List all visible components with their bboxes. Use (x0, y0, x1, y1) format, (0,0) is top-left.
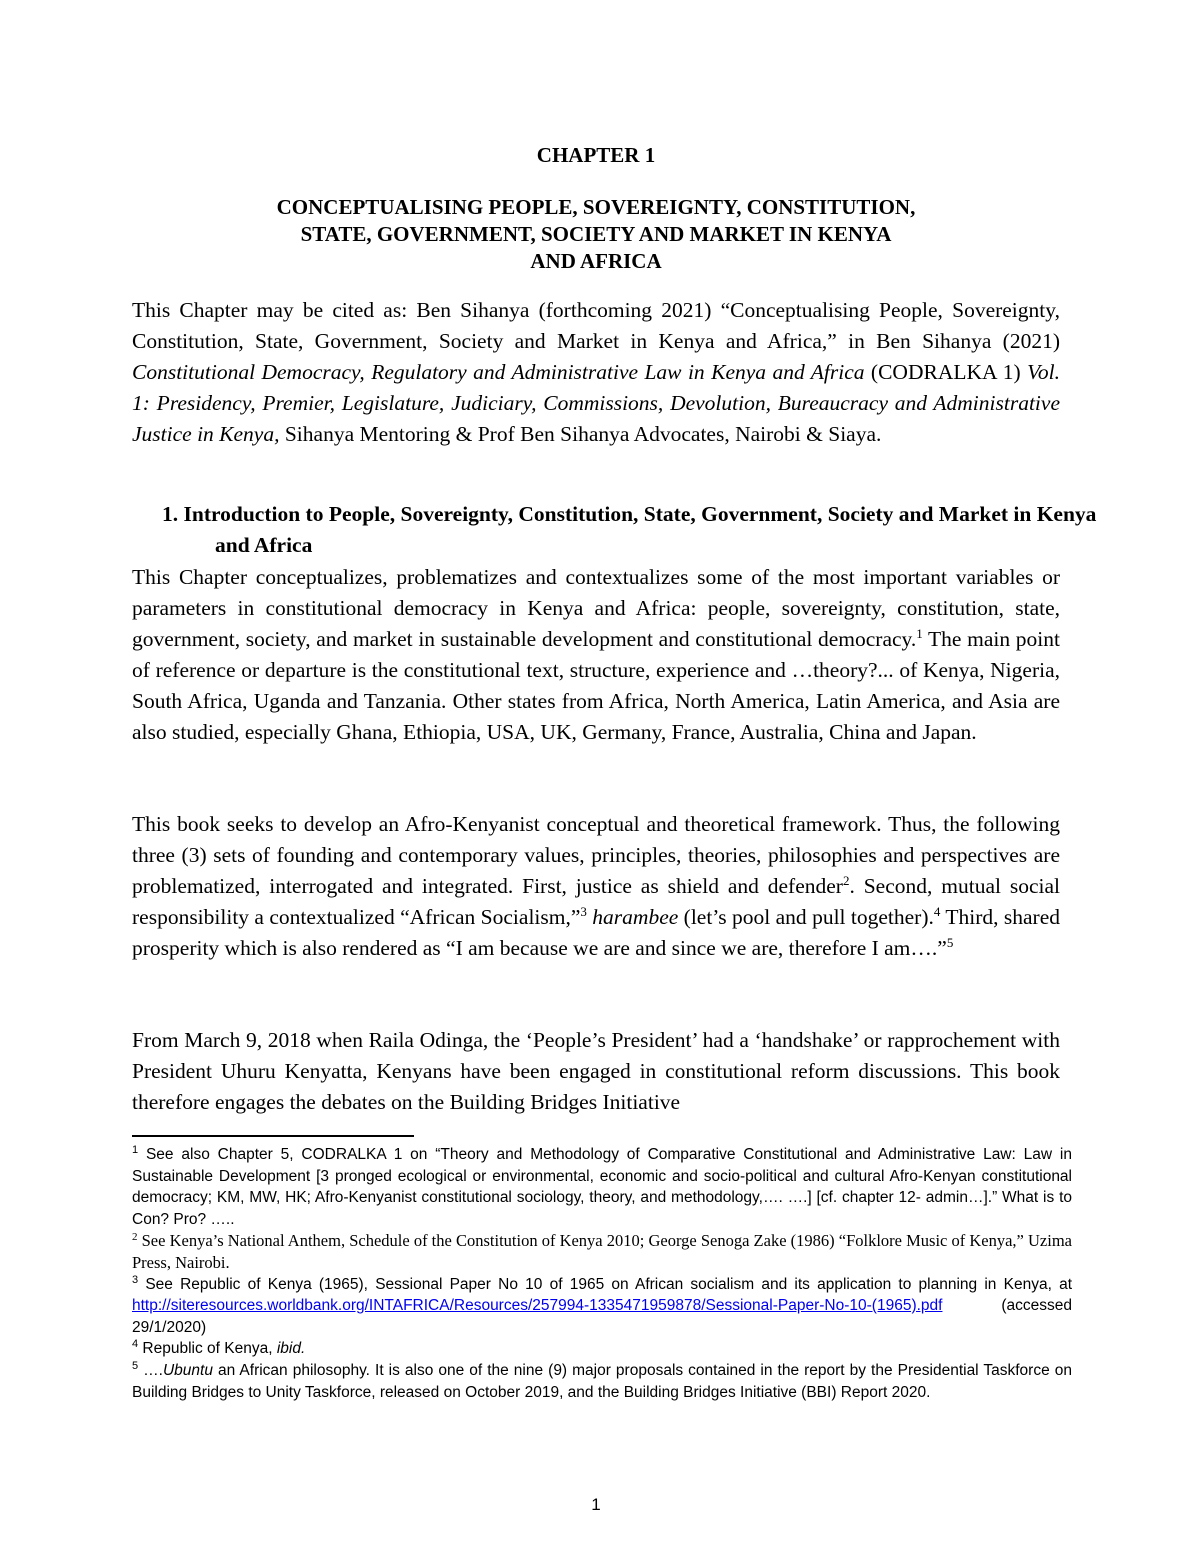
footnote-text: an African philosophy. It is also one of the nine (9) major proposals contained in the report by the Presidential Taskforce on Building Bridges to Unity Taskforce, released on October 2019, and the Building Bridges Initiative (BBI) Report 2020. (132, 1361, 1072, 1401)
footnote-text: …. (138, 1361, 163, 1379)
paragraph-text: This book seeks to develop an Afro-Kenyanist conceptual and theoretical framework. Thus, the following three (3) sets of founding and contemporary values, principles, theories, philosophies and perspectives are problematized, interrogated and integrated. First, justice as shield and defender (132, 812, 1060, 898)
page-number: 1 (591, 1495, 601, 1514)
footnote-4 (132, 1338, 1072, 1360)
bbi-paragraph: From March 9, 2018 when Raila Odinga, the ‘People’s President’ had a ‘handshake’ or rapprochement with President Uhuru Kenyatta, Kenyans have been engaged in constitutional reform discussions. This book therefore engages the debates on the Building Bridges Initiative (132, 1028, 1060, 1114)
footnote-3 (132, 1274, 1072, 1339)
chapter-title-line: AND AFRICA (530, 249, 662, 273)
paragraph-text: This Chapter conceptualizes, problematizes and contextualizes some of the most important variables or parameters in constitutional democracy in Kenya and Africa: people, sovereignty, constitution, state, government, society, and market in sustainable development and constitutional democracy. (132, 565, 1060, 651)
footnote-number: 1 (132, 1144, 139, 1156)
citation-tail: Sihanya Mentoring & Prof Ben Sihanya Advocates, Nairobi & Siaya. (279, 422, 882, 446)
footnote-italic: Ubuntu (162, 1361, 213, 1379)
sessional-paper-link[interactable]: http://siteresources.worldbank.org/INTAFRICA/Resources/257994-1335471959878/Sessional-Paper-No-10-(1965).pdf (132, 1297, 943, 1315)
citation-lead: This Chapter may be cited as: Ben Sihanya (forthcoming 2021) “Conceptualising People, Sovereignty, Constitution, State, Government, Society and Market in Kenya and Africa,” in Ben Sihanya (2021) (132, 298, 1060, 353)
framework-paragraph (132, 809, 1060, 964)
footnote-5 (132, 1360, 1072, 1403)
paragraph-text: Third, shared prosperity which is also rendered as “I am because we are and since we are, therefore I am….” (132, 905, 1061, 960)
footnote-italic: ibid. (276, 1340, 306, 1358)
footnote-text: See Republic of Kenya (1965), Sessional Paper No 10 of 1965 on African socialism and its application to planning in Kenya, at (138, 1275, 1072, 1293)
footnote-number: 4 (132, 1338, 139, 1351)
citation-paragraph (132, 295, 1060, 450)
footnote-1 (132, 1144, 1072, 1230)
intro-paragraph (132, 562, 1060, 748)
footnote-number: 5 (132, 1359, 139, 1372)
footnote-separator (132, 1135, 414, 1137)
citation-volume-title: Vol. 1: Presidency, Premier, Legislature, Judiciary, Commissions, Devolution, Bureaucracy and Administrative Justice in Kenya, (132, 360, 1060, 446)
footnote-ref[interactable]: 2 (842, 873, 850, 888)
footnote-number: 2 (132, 1231, 138, 1244)
citation-mid: (CODRALKA 1) (864, 360, 1028, 384)
chapter-title-line: CONCEPTUALISING PEOPLE, SOVEREIGNTY, CONSTITUTION, (276, 195, 916, 219)
footnote-number: 3 (132, 1273, 139, 1286)
chapter-title (132, 194, 1060, 275)
footnotes-section (132, 1144, 1072, 1403)
footnote-ref[interactable]: 4 (933, 904, 941, 919)
footnote-ref[interactable]: 5 (946, 935, 954, 950)
footnote-text: Republic of Kenya, (138, 1340, 277, 1358)
footnote-2 (132, 1230, 1072, 1273)
paragraph-text: (let’s pool and pull together). (678, 905, 934, 929)
citation-book-title: Constitutional Democracy, Regulatory and Administrative Law in Kenya and Africa (132, 360, 865, 384)
footnote-ref[interactable]: 3 (580, 904, 587, 919)
chapter-label: CHAPTER 1 (536, 143, 656, 167)
footnote-text: See also Chapter 5, CODRALKA 1 on “Theory and Methodology of Comparative Constitutional and Administrative Law: Law in Sustainable Development [3 pronged ecological or environmental, economic and socio-political and cultural Afro-Kenyan constitutional democracy; KM, MW, HK; Afro-Kenyanist constitutional sociology, theory, and methodology,…. ….] [cf. chapter 12- admin…].” What is to Con? Pro? ….. (132, 1146, 1072, 1228)
chapter-title-line: STATE, GOVERNMENT, SOCIETY AND MARKET IN KENYA (300, 222, 892, 246)
footnote-ref[interactable]: 1 (916, 626, 923, 641)
footnote-text: See Kenya’s National Anthem, Schedule of the Constitution of Kenya 2010; George Senoga Zake (1986) “Folklore Music of Kenya,” Uzima Press, Nairobi. (132, 1231, 1072, 1272)
footnote-text: (accessed 29/1/2020) (132, 1297, 1072, 1336)
paragraph-text: . Second, mutual social responsibility a contextualized “African Socialism,” (132, 874, 1060, 929)
harambee-term: harambee (592, 905, 679, 929)
paragraph-text: The main point of reference or departure is the constitutional text, structure, experience and …theory?... of Kenya, Nigeria, South Africa, Uganda and Tanzania. Other states from Africa, North America, Latin America, and Asia are also studied, especially Ghana, Ethiopia, USA, UK, Germany, France, Australia, China and Japan. (132, 627, 1060, 744)
section-heading: 1. Introduction to People, Sovereignty, Constitution, State, Government, Society and Market in Kenya and Africa (162, 502, 1097, 557)
